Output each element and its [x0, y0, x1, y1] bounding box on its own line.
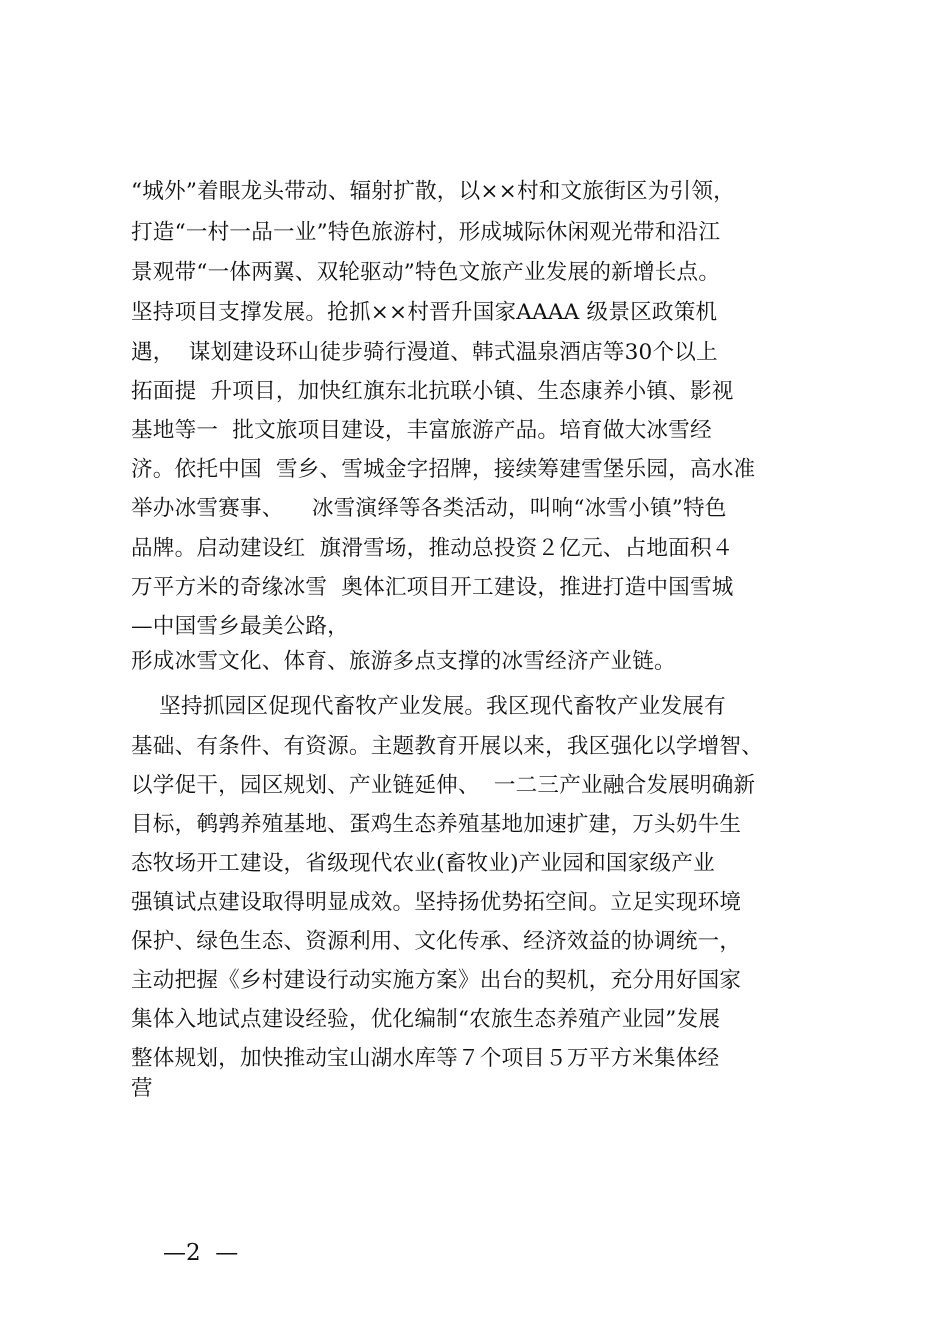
text-line: 坚持抓园区促现代畜牧产业发展。我区现代畜牧产业发展有	[131, 694, 726, 719]
text-line: 形成冰雪文化、体育、旅游多点支撑的冰雪经济产业链。	[131, 649, 676, 674]
text-line: 打造“一村一品一业”特色旅游村，形成城际休闲观光带和沿江	[131, 220, 721, 245]
text-line: 集体入地试点建设经验，优化编制“农旅生态养殖产业园”发展	[131, 1007, 721, 1032]
text-line: 品牌。启动建设红 旗滑雪场，推动总投资２亿元、占地面积４	[131, 536, 734, 561]
text-line: 济。依托中国 雪乡、雪城金字招牌，接续筹建雪堡乐园，高水准	[131, 457, 756, 482]
text-line: 营	[131, 1076, 153, 1101]
text-line: 强镇试点建设取得明显成效。坚持扬优势拓空间。立足实现环境	[131, 890, 742, 915]
text-line: 遇， 谋划建设环山徒步骑行漫道、韩式温泉酒店等30个以上	[131, 340, 718, 365]
text-line: 举办冰雪赛事、 冰雪演绎等各类活动，叫响“冰雪小镇”特色	[131, 496, 727, 521]
page-number: —2 —	[163, 1240, 239, 1266]
text-line: 坚持项目支撑发展。抢抓××村晋升国家AAAA 级景区政策机	[131, 300, 718, 325]
text-line: 以学促干，园区规划、产业链延伸、 一二三产业融合发展明确新	[131, 773, 756, 798]
text-line: 目标，鹌鹑养殖基地、蛋鸡生态养殖基地加速扩建，万头奶牛生	[131, 812, 742, 837]
text-line: 保护、绿色生态、资源利用、文化传承、经济效益的协调统一，	[131, 929, 742, 954]
text-line: —中国雪乡最美公路，	[131, 614, 349, 639]
text-line: 基地等一 批文旅项目建设，丰富旅游产品。培育做大冰雪经	[131, 418, 712, 443]
text-line: 拓面提 升项目，加快红旗东北抗联小镇、生态康养小镇、影视	[131, 379, 734, 404]
text-line: 景观带“一体两翼、双轮驱动”特色文旅产业发展的新增长点。	[131, 260, 721, 285]
text-line: 主动把握《乡村建设行动实施方案》出台的契机，充分用好国家	[131, 968, 742, 993]
text-line: 基础、有条件、有资源。主题教育开展以来，我区强化以学增智、	[131, 734, 764, 759]
text-line: 万平方米的奇缘冰雪 奥体汇项目开工建设，推进打造中国雪城	[131, 575, 734, 600]
text-line: “城外”着眼龙头带动、辐射扩散，以××村和文旅街区为引领，	[131, 179, 735, 204]
text-line: 态牧场开工建设，省级现代农业(畜牧业)产业园和国家级产业	[131, 851, 715, 876]
text-line: 整体规划，加快推动宝山湖水库等７个项目５万平方米集体经	[131, 1046, 720, 1071]
